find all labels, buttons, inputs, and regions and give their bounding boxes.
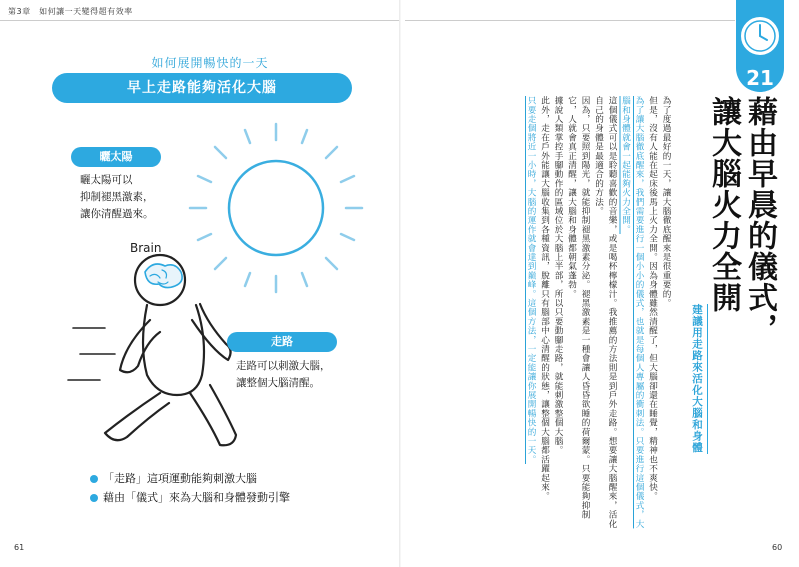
page-number-right: 60: [772, 543, 783, 552]
brain-label: Brain: [130, 241, 162, 255]
article-title-line1: 藉由早晨的儀式，: [742, 96, 777, 344]
body-paragraph-highlight: 為了讓大腦徹底醒來，我們需要進行一個小小的儀式，也就是每個人專屬的衝刺法。只要進行這個儀式，大腦和身體就會一起能夠火力全開。: [620, 96, 644, 529]
sun-caption: [80, 172, 154, 223]
bullet-dot-icon: [90, 494, 98, 502]
sun-tag: 曬太陽: [71, 147, 161, 167]
body-paragraph: 因為，只要照到陽光，就能抑制褪黑激素分泌。褪黑激素是一種會讓人昏昏欲睡的荷爾蒙。只要能夠抑制它，人就會真正清醒，讓大腦和身體都朝氣蓬勃。: [566, 96, 590, 520]
sun-caption-line: 抑制褪黑激素，: [80, 191, 154, 203]
chapter-number: 21: [746, 66, 774, 90]
bullet-dot-icon: [90, 475, 98, 483]
bullet-text: 「走路」這項運動能夠刺激大腦: [103, 472, 257, 485]
speed-lines: [68, 328, 115, 380]
body-paragraph: 但是，沒有人能在起床後馬上火力全開。因為身體雖然清醒了，但大腦卻還在睡覺，精神也不爽快。: [647, 96, 658, 501]
sun-caption-line: 讓你清醒過來。: [80, 208, 154, 220]
illustration-title: 早上走路能夠活化大腦: [52, 73, 352, 103]
illustration-subtitle: 如何展開暢快的一天: [151, 56, 269, 70]
walking-person-icon: [105, 255, 236, 445]
walk-caption-line: 讓整個大腦清醒。: [236, 377, 320, 389]
bullet-item: [90, 488, 290, 507]
body-paragraph: 此外，走在戶外能讓大腦收集到各種資訊，脫離只有腦部中心清醒的狀態，讓整個大腦都活躍起來。: [539, 96, 550, 501]
page-number-left: 61: [14, 543, 25, 552]
walk-caption-line: 走路可以刺激大腦，: [236, 360, 331, 372]
article-subtitle: 建議用走路來活化大腦和身體: [690, 304, 708, 454]
bullet-text: 藉由「儀式」來為大腦和身體發動引擎: [103, 491, 290, 504]
sun-icon: [190, 124, 362, 292]
body-paragraph: 據說人類掌控手腳動作的區域位於大腦上半部，所以只要動腳走路，就能刺激整個大腦。: [553, 96, 563, 455]
bullet-item: [90, 469, 290, 488]
article-title-line2: 讓大腦火力全開: [706, 96, 741, 313]
body-paragraph: 為了度過最好的一天，讓大腦徹底醒來是很重要的。: [661, 96, 671, 308]
body-paragraph: 這個儀式可以是聆聽喜歡的音樂，或是喝杯檸檬汁。我推薦的方法則是到戶外走路。想要讓大腦醒來，活化自己的身體是最適合的方法。: [593, 96, 617, 529]
body-paragraph-highlight: 只要走個將近一小時，大腦的運作就會達到巔峰。這個方法，一定能讓你展開暢快的一天。: [526, 96, 536, 464]
article-body: [468, 96, 672, 536]
chapter-header-text: 第3章 如何讓一天變得超有效率: [8, 7, 133, 16]
summary-bullets: [90, 469, 290, 507]
walk-tag: 走路: [227, 332, 337, 352]
walk-caption: [236, 358, 331, 392]
sun-caption-line: 曬太陽可以: [80, 174, 133, 186]
